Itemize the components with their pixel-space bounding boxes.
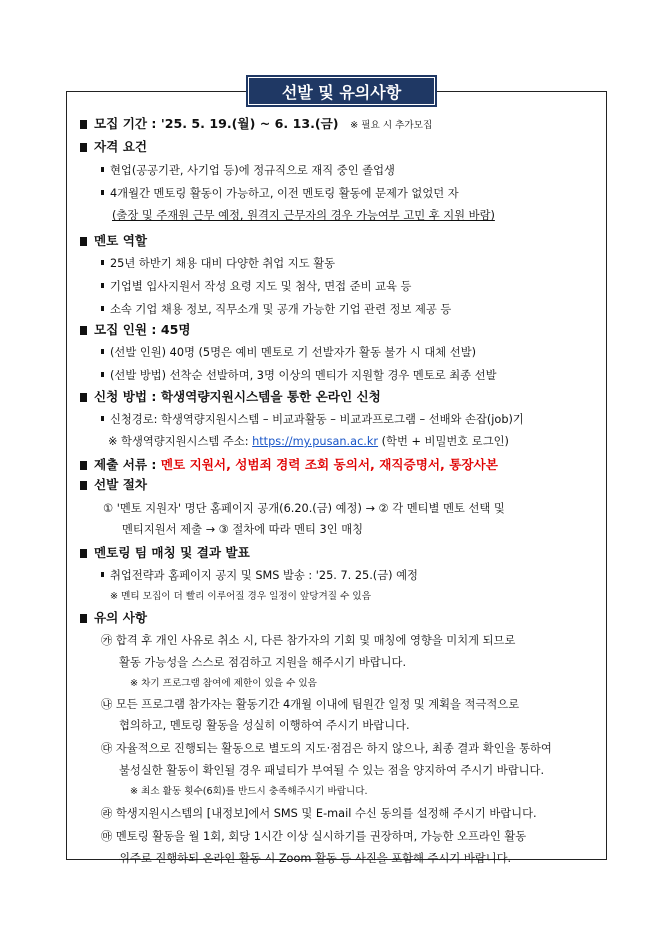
dot-bullet-icon	[101, 416, 104, 421]
square-bullet-icon	[80, 461, 87, 470]
cautions-heading: 유의 사항	[80, 610, 147, 626]
pusan-link[interactable]: https://my.pusan.ac.kr	[252, 435, 379, 448]
selection-heading: 선발 절차	[80, 477, 147, 493]
square-bullet-icon	[80, 120, 87, 129]
recruit-period-label: 모집 기간 : '25. 5. 19.(월) ~ 6. 13.(금)	[94, 116, 339, 131]
caution-line: 불성실한 활동이 확인될 경우 패널티가 부여될 수 있는 점을 양지하여 주시기 바랍니다.	[119, 764, 545, 777]
dot-bullet-icon	[101, 572, 104, 577]
mentor-role-heading: 멘토 역할	[80, 233, 147, 249]
recruit-count-item: (선발 방법) 선착순 선발하며, 3명 이상의 멘티가 지원할 경우 멘토로 최종 선발	[101, 368, 496, 384]
apply-address: ※ 학생역량지원시스템 주소: https://my.pusan.ac.kr (학번 + 비밀번호 로그인)	[108, 435, 509, 448]
documents-value: 멘토 지원서, 성범죄 경력 조회 동의서, 재직증명서, 통장사본	[160, 457, 498, 472]
qualification-heading: 자격 요건	[80, 139, 147, 155]
square-bullet-icon	[80, 237, 87, 246]
caution-line: ㉯ 모든 프로그램 참가자는 활동기간 4개월 이내에 팀원간 일정 및 계획을 적극적으로	[101, 698, 520, 711]
dot-bullet-icon	[101, 349, 104, 354]
square-bullet-icon	[80, 326, 87, 335]
square-bullet-icon	[80, 143, 87, 152]
selection-line: 멘티지원서 제출 → ③ 절차에 따라 멘티 3인 매칭	[122, 523, 364, 536]
dot-bullet-icon	[101, 283, 104, 288]
documents: 제출 서류 : 멘토 지원서, 성범죄 경력 조회 동의서, 재직증명서, 통장사본	[80, 457, 498, 473]
recruit-count-heading: 모집 인원 : 45명	[80, 322, 191, 338]
square-bullet-icon	[80, 481, 87, 490]
mentor-role-item: 25년 하반기 채용 대비 다양한 취업 지도 활동	[101, 256, 335, 272]
qualification-note: (출장 및 주재원 근무 예정, 원격지 근무자의 경우 가능여부 고민 후 지원 바람)	[112, 209, 495, 222]
caution-line: ㉮ 합격 후 개인 사유로 취소 시, 다른 참가자의 기회 및 매칭에 영향을 미치게 되므로	[101, 634, 516, 647]
apply-method-heading: 신청 방법 : 학생역량지원시스템을 통한 온라인 신청	[80, 389, 381, 405]
square-bullet-icon	[80, 549, 87, 558]
caution-line: 협의하고, 멘토링 활동을 성실히 이행하여 주시기 바랍니다.	[119, 719, 410, 732]
selection-line: ① '멘토 지원자' 명단 홈페이지 공개(6.20.(금) 예정) → ② 각 멘티별 멘토 선택 및	[103, 502, 505, 515]
recruit-count-item: (선발 인원) 40명 (5명은 예비 멘토로 기 선발자가 활동 불가 시 대체 선발)	[101, 345, 476, 361]
square-bullet-icon	[80, 614, 87, 623]
square-bullet-icon	[80, 393, 87, 402]
dot-bullet-icon	[101, 260, 104, 265]
mentor-role-item: 소속 기업 채용 정보, 직무소개 및 공개 가능한 기업 관련 정보 제공 등	[101, 302, 451, 318]
caution-line: ㉱ 학생지원시스템의 [내정보]에서 SMS 및 E-mail 수신 동의를 설정해 주시기 바랍니다.	[101, 807, 537, 820]
recruit-period-note: ※ 필요 시 추가모집	[350, 120, 433, 131]
qualification-item: 4개월간 멘토링 활동이 가능하고, 이전 멘토링 활동에 문제가 없었던 자	[101, 186, 459, 202]
caution-line: 위주로 진행하되 온라인 활동 시 Zoom 활동 등 사진을 포함해 주시기 바랍니다.	[119, 852, 512, 865]
qualification-item: 현업(공공기관, 사기업 등)에 정규직으로 재직 중인 졸업생	[101, 163, 395, 179]
apply-path: 신청경로: 학생역량지원시스템 – 비교과활동 – 비교과프로그램 – 선배와 손잡(job)기	[101, 412, 524, 428]
dot-bullet-icon	[101, 190, 104, 195]
matching-heading: 멘토링 팀 매칭 및 결과 발표	[80, 545, 250, 561]
caution-note: ※ 최소 활동 횟수(6회)를 반드시 충족해주시기 바랍니다.	[130, 786, 368, 797]
dot-bullet-icon	[101, 167, 104, 172]
dot-bullet-icon	[101, 306, 104, 311]
matching-item: 취업전략과 홈페이지 공지 및 SMS 발송 : '25. 7. 25.(금) 예정	[101, 568, 418, 584]
caution-line: 활동 가능성을 스스로 점검하고 지원을 해주시기 바랍니다.	[119, 656, 407, 669]
mentor-role-item: 기업별 입사지원서 작성 요령 지도 및 첨삭, 면접 준비 교육 등	[101, 279, 411, 295]
caution-line: ㉲ 멘토링 활동을 월 1회, 회당 1시간 이상 실시하기를 권장하며, 가능한 오프라인 활동	[101, 830, 527, 843]
caution-note: ※ 차기 프로그램 참여에 제한이 있을 수 있음	[130, 678, 317, 689]
caution-line: ㉰ 자율적으로 진행되는 활동으로 별도의 지도·점검은 하지 않으나, 최종 결과 확인을 통하여	[101, 742, 552, 755]
recruit-period	[80, 116, 432, 134]
matching-note: ※ 멘티 모집이 더 빨리 이루어질 경우 일정이 앞당겨질 수 있음	[110, 591, 371, 602]
dot-bullet-icon	[101, 372, 104, 377]
section-title: 선발 및 유의사항	[246, 75, 437, 107]
